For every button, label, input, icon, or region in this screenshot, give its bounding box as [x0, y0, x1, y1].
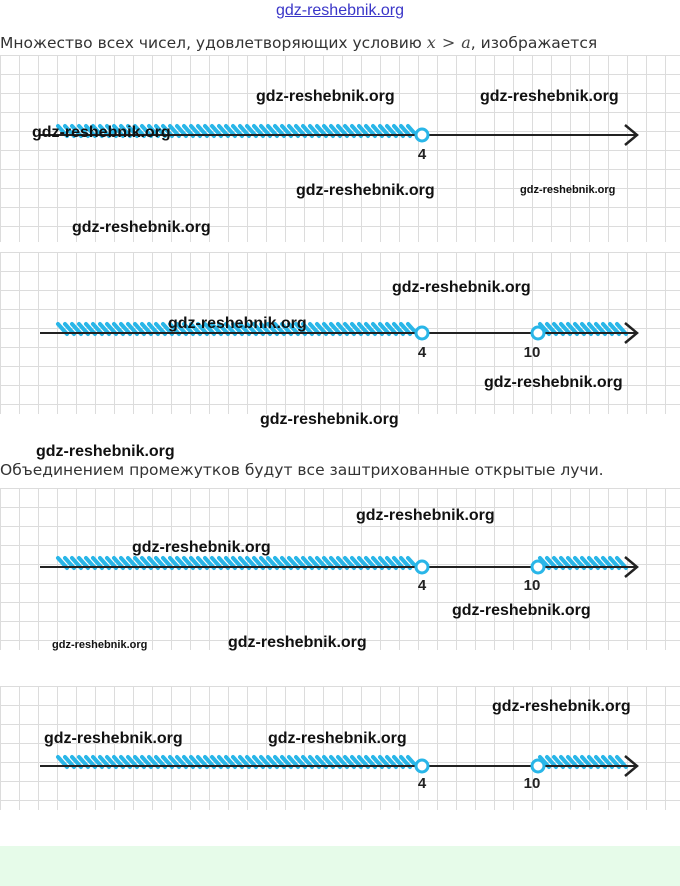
math-var: x — [426, 33, 436, 52]
open-point-4 — [416, 129, 428, 141]
point-label-4: 4 — [417, 775, 427, 792]
math-op: > — [441, 33, 456, 52]
union-text: Объединением промежутков будут все заштрихованные открытые лучи. — [0, 461, 604, 479]
watermark: gdz-reshebnik.org — [356, 507, 495, 524]
watermark: gdz-reshebnik.org — [72, 219, 211, 236]
intro-after: , изображается — [470, 34, 598, 52]
point-label-10: 10 — [523, 577, 541, 594]
watermark: gdz-reshebnik.org — [132, 539, 271, 556]
watermark: gdz-reshebnik.org — [480, 88, 619, 105]
number-line-1 — [0, 55, 680, 242]
point-label-4: 4 — [417, 146, 427, 163]
site-header — [0, 0, 680, 24]
intro-text — [0, 33, 597, 52]
watermark: gdz-reshebnik.org — [256, 88, 395, 105]
watermark: gdz-reshebnik.org — [296, 182, 435, 199]
watermark: gdz-reshebnik.org — [260, 411, 399, 428]
watermark: gdz-reshebnik.org — [36, 443, 175, 460]
open-point-10 — [532, 760, 544, 772]
number-line-3 — [0, 488, 680, 650]
open-point-4 — [416, 760, 428, 772]
watermark: gdz-reshebnik.org — [492, 698, 631, 715]
watermark: gdz-reshebnik.org — [168, 315, 307, 332]
watermark: gdz-reshebnik.org — [228, 634, 367, 651]
open-point-4 — [416, 327, 428, 339]
number-line-panel-3 — [0, 488, 680, 650]
watermark: gdz-reshebnik.org — [268, 730, 407, 747]
site-link[interactable]: gdz-reshebnik.org — [275, 2, 405, 19]
inequality — [427, 33, 471, 52]
open-point-10 — [532, 561, 544, 573]
point-label-4: 4 — [417, 577, 427, 594]
watermark: gdz-reshebnik.org — [392, 279, 531, 296]
point-label-10: 10 — [523, 775, 541, 792]
watermark: gdz-reshebnik.org — [484, 374, 623, 391]
watermark: gdz-reshebnik.org — [44, 730, 183, 747]
math-const: a — [461, 33, 471, 52]
point-label-4: 4 — [417, 344, 427, 361]
watermark: gdz-reshebnik.org — [452, 602, 591, 619]
number-line-panel-2 — [0, 252, 680, 414]
watermark: gdz-reshebnik.org — [52, 639, 148, 651]
point-label-10: 10 — [523, 344, 541, 361]
number-line-panel-1 — [0, 55, 680, 242]
number-line-panel-4 — [0, 686, 680, 810]
open-point-4 — [416, 561, 428, 573]
footer-bar — [0, 846, 680, 886]
intro-before: Множество всех чисел, удовлетворяющих условию — [0, 34, 427, 52]
watermark: gdz-reshebnik.org — [520, 184, 616, 196]
watermark: gdz-reshebnik.org — [32, 124, 171, 141]
open-point-10 — [532, 327, 544, 339]
